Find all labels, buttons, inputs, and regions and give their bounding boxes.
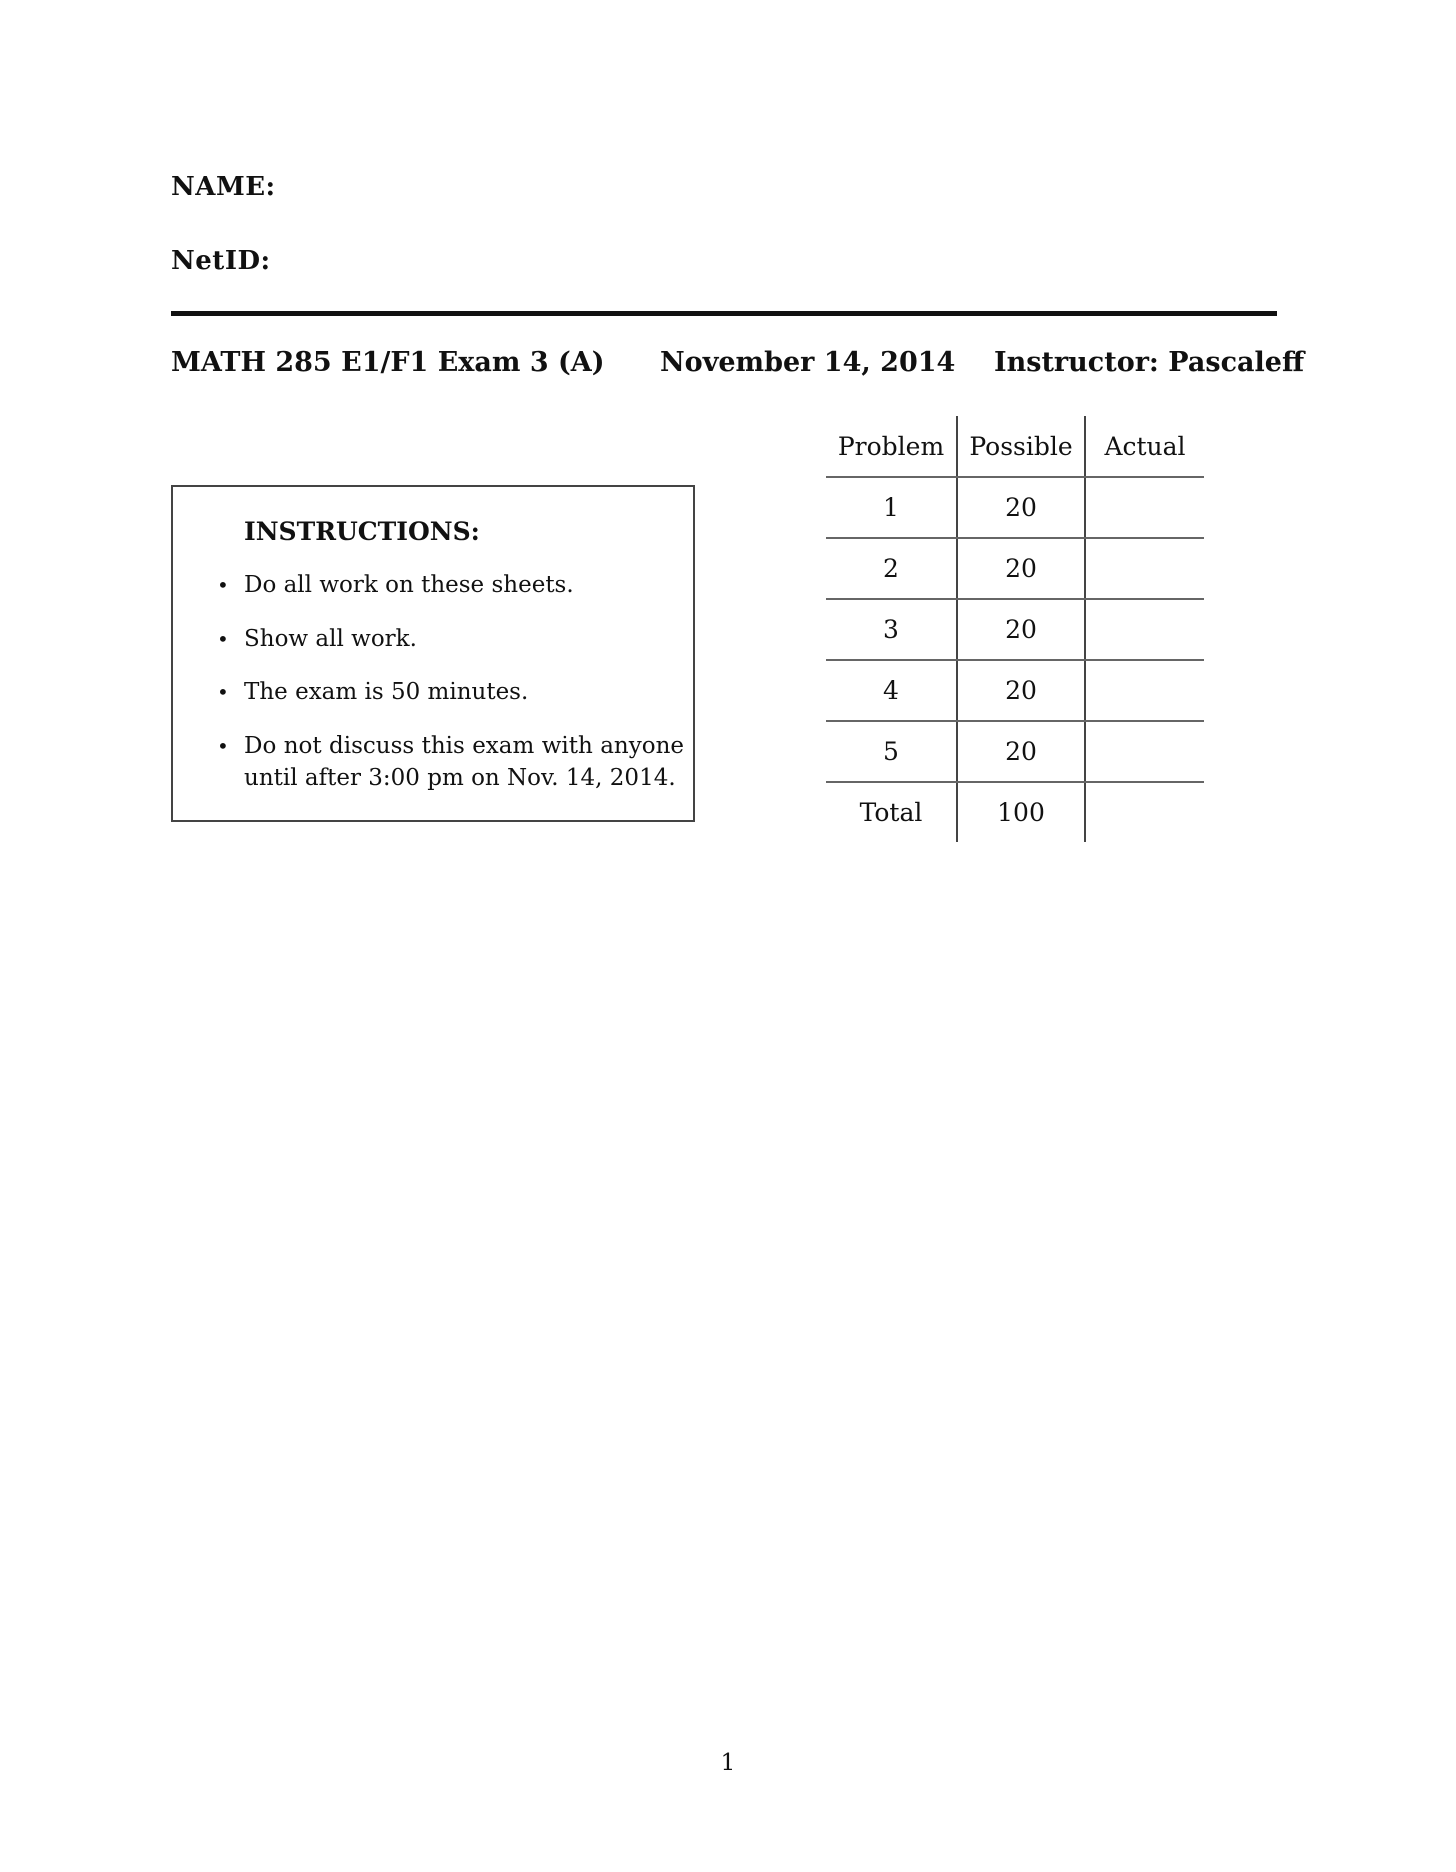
possible-cell: 20 <box>957 538 1085 599</box>
possible-cell: 20 <box>957 477 1085 538</box>
instruction-text: Do not discuss this exam with anyone until after 3:00 pm on Nov. 14, 2014. <box>244 733 684 791</box>
bullet-icon: • <box>217 573 229 597</box>
instruction-text: Do all work on these sheets. <box>244 572 574 598</box>
problem-cell: 2 <box>826 538 957 599</box>
problem-cell: 5 <box>826 721 957 782</box>
page-number: 1 <box>720 1750 736 1776</box>
possible-cell: 20 <box>957 721 1085 782</box>
instruction-text: The exam is 50 minutes. <box>244 679 529 705</box>
table-row <box>826 660 1204 721</box>
bullet-icon: • <box>217 627 229 651</box>
possible-cell: 20 <box>957 660 1085 721</box>
actual-score-cell <box>1085 599 1204 660</box>
actual-score-cell <box>1085 721 1204 782</box>
instructions-title: INSTRUCTIONS: <box>244 517 480 546</box>
column-header-problem: Problem <box>826 416 957 477</box>
problem-cell: 4 <box>826 660 957 721</box>
instruction-item <box>217 676 684 708</box>
total-label-cell: Total <box>826 782 957 842</box>
table-row <box>826 538 1204 599</box>
table-row <box>826 599 1204 660</box>
bullet-icon: • <box>217 734 229 758</box>
actual-score-cell <box>1085 538 1204 599</box>
exam-date: November 14, 2014 <box>660 347 956 378</box>
netid-label: NetID: <box>171 246 271 276</box>
score-table <box>826 416 1204 842</box>
problem-cell: 3 <box>826 599 957 660</box>
possible-cell: 20 <box>957 599 1085 660</box>
actual-score-cell <box>1085 660 1204 721</box>
actual-score-cell <box>1085 477 1204 538</box>
name-label: NAME: <box>171 172 276 202</box>
course-title: MATH 285 E1/F1 Exam 3 (A) <box>171 347 605 378</box>
instruction-item <box>217 623 684 655</box>
table-row <box>826 721 1204 782</box>
table-row <box>826 477 1204 538</box>
column-header-actual: Actual <box>1085 416 1204 477</box>
total-possible-cell: 100 <box>957 782 1085 842</box>
problem-cell: 1 <box>826 477 957 538</box>
header-rule <box>171 311 1277 316</box>
bullet-icon: • <box>217 680 229 704</box>
column-header-possible: Possible <box>957 416 1085 477</box>
instruction-item <box>217 730 684 794</box>
instruction-text: Show all work. <box>244 626 417 652</box>
instructor-name: Instructor: Pascaleff <box>994 347 1305 378</box>
total-row <box>826 782 1204 842</box>
total-actual-cell <box>1085 782 1204 842</box>
instruction-item <box>217 569 684 601</box>
instructions-box <box>171 485 695 822</box>
table-header-row <box>826 416 1204 477</box>
